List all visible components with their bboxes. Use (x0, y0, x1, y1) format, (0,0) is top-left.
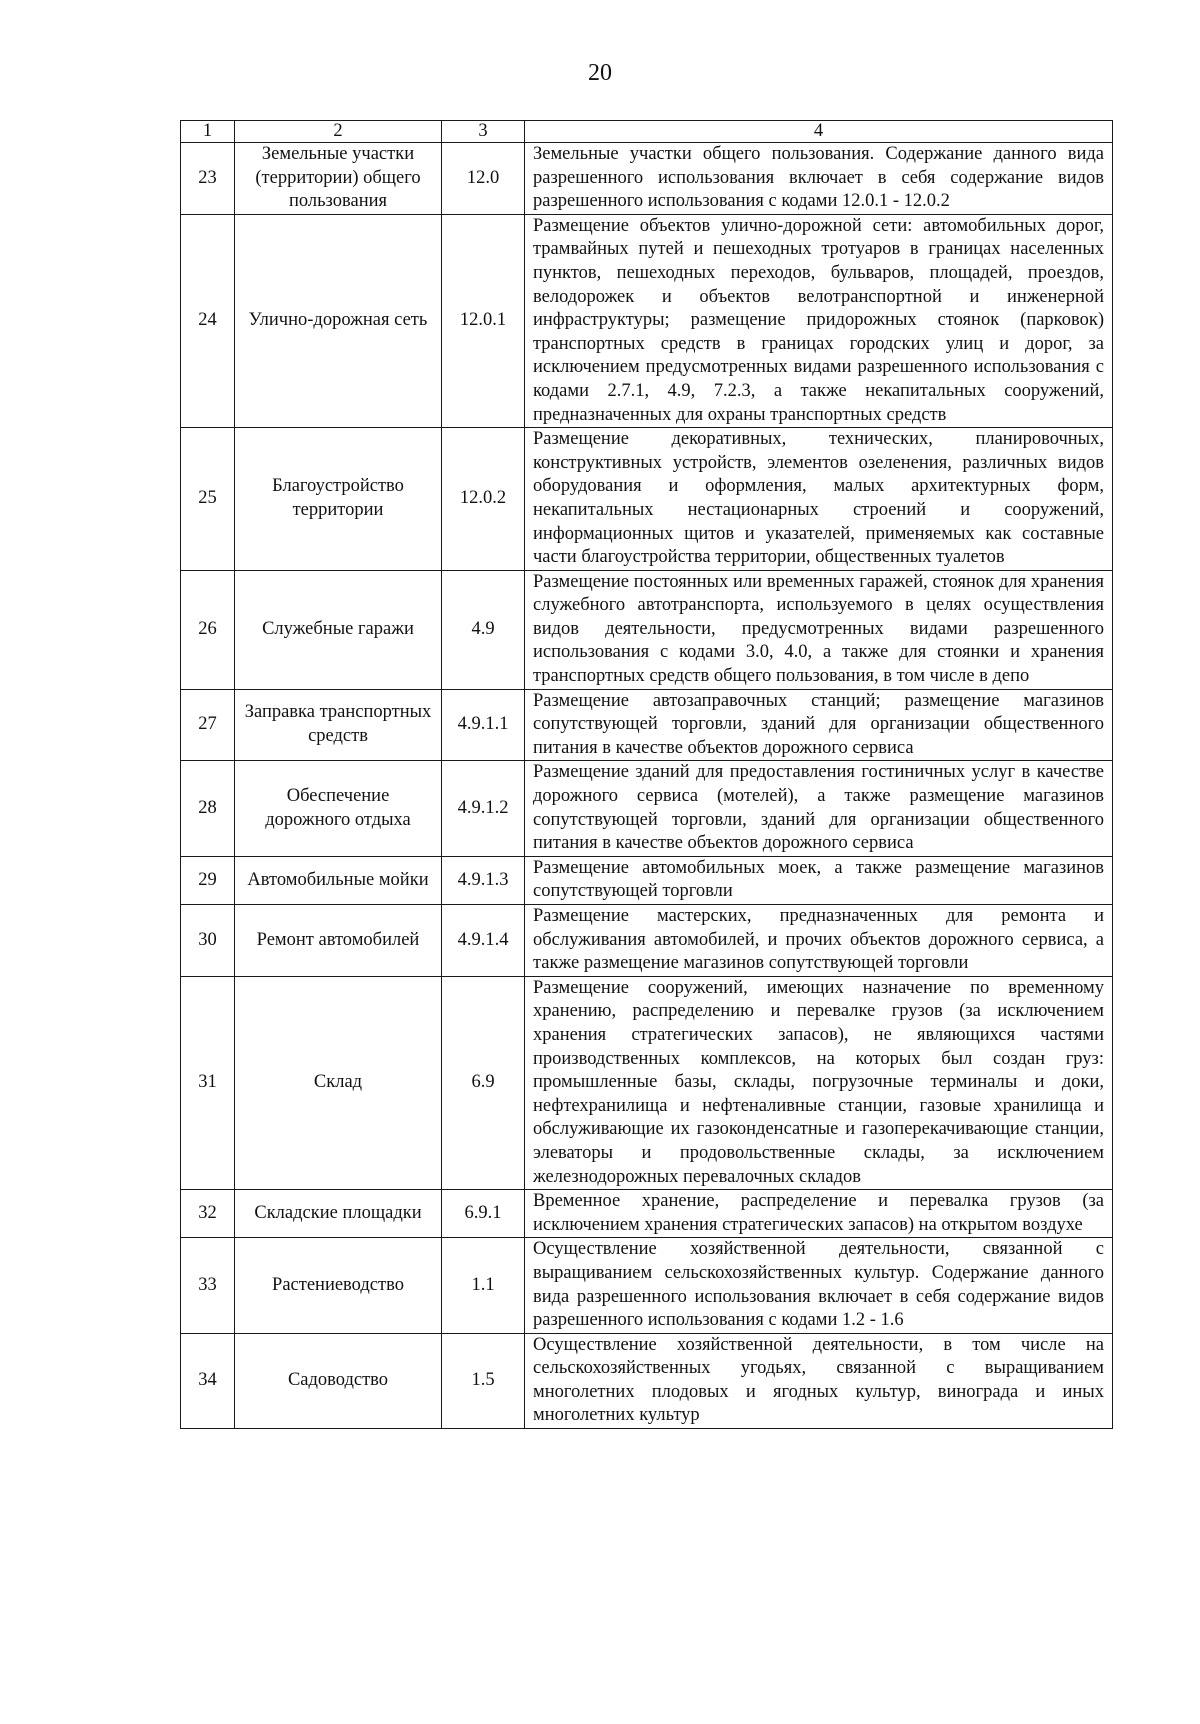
row-use-description: Временное хранение, распределение и перевалка грузов (за исключением хранения стратегических запасов) на открытом воздухе (525, 1190, 1113, 1238)
table-row (181, 1190, 1113, 1238)
table-row (181, 689, 1113, 761)
row-use-description: Осуществление хозяйственной деятельности, связанной с выращиванием сельскохозяйственных культур. Содержание данного вида разрешенного использования включает в себя содержание видов разрешенного использования с кодами 1.2 - 1.6 (525, 1238, 1113, 1333)
row-use-code: 4.9.1.1 (442, 689, 525, 761)
row-use-code: 4.9 (442, 570, 525, 689)
row-use-code: 4.9.1.3 (442, 856, 525, 904)
row-use-name: Благоустройство территории (235, 428, 442, 571)
row-use-name: Склад (235, 976, 442, 1189)
row-use-code: 1.1 (442, 1238, 525, 1333)
row-use-code: 12.0 (442, 143, 525, 215)
land-use-table (180, 120, 1113, 1429)
row-use-code: 6.9.1 (442, 1190, 525, 1238)
column-header-description: 4 (525, 121, 1113, 143)
row-use-code: 12.0.2 (442, 428, 525, 571)
table-row (181, 1333, 1113, 1428)
row-use-code: 1.5 (442, 1333, 525, 1428)
row-use-name: Садоводство (235, 1333, 442, 1428)
row-use-description: Размещение мастерских, предназначенных для ремонта и обслуживания автомобилей, и прочих объектов дорожного сервиса, а также размещение магазинов сопутствующей торговли (525, 905, 1113, 977)
row-number: 28 (181, 761, 235, 856)
row-number: 34 (181, 1333, 235, 1428)
table-row (181, 761, 1113, 856)
row-use-code: 4.9.1.2 (442, 761, 525, 856)
table-row (181, 905, 1113, 977)
row-use-name: Ремонт автомобилей (235, 905, 442, 977)
page-number: 20 (588, 60, 612, 86)
column-header-code: 3 (442, 121, 525, 143)
row-use-description: Размещение декоративных, технических, планировочных, конструктивных устройств, элементов озеленения, различных видов оборудования и оформления, малых архитектурных форм, некапитальных нестационарных строений и сооружений, информационных щитов и указателей, применяемых как составные части благоустройства территории, общественных туалетов (525, 428, 1113, 571)
table-header-row (181, 121, 1113, 143)
row-use-name: Улично-дорожная сеть (235, 214, 442, 427)
table-row (181, 428, 1113, 571)
table-row (181, 570, 1113, 689)
row-number: 31 (181, 976, 235, 1189)
row-use-description: Размещение объектов улично-дорожной сети: автомобильных дорог, трамвайных путей и пешеходных тротуаров в границах населенных пунктов, пешеходных переходов, бульваров, площадей, проездов, велодорожек и объектов велотранспортной и инженерной инфраструктуры; размещение придорожных стоянок (парковок) транспортных средств в границах городских улиц и дорог, за исключением предусмотренных видами разрешенного использования с кодами 2.7.1, 4.9, 7.2.3, а также некапитальных сооружений, предназначенных для охраны транспортных средств (525, 214, 1113, 427)
row-number: 29 (181, 856, 235, 904)
table-row (181, 1238, 1113, 1333)
table-row (181, 143, 1113, 215)
row-number: 27 (181, 689, 235, 761)
row-use-code: 12.0.1 (442, 214, 525, 427)
column-header-name: 2 (235, 121, 442, 143)
row-use-description: Размещение зданий для предоставления гостиничных услуг в качестве дорожного сервиса (мотелей), а также размещение магазинов сопутствующей торговли, зданий для организации общественного питания в качестве объектов дорожного сервиса (525, 761, 1113, 856)
row-use-name: Обеспечение дорожного отдыха (235, 761, 442, 856)
row-use-description: Размещение автомобильных моек, а также размещение магазинов сопутствующей торговли (525, 856, 1113, 904)
row-use-description: Размещение сооружений, имеющих назначение по временному хранению, распределению и перевалке грузов (за исключением хранения стратегических запасов), не являющихся частями производственных комплексов, на которых был создан груз: промышленные базы, склады, погрузочные терминалы и доки, нефтехранилища и нефтеналивные станции, газовые хранилища и обслуживающие их газоконденсатные и газоперекачивающие станции, элеваторы и продовольственные склады, за исключением железнодорожных перевалочных складов (525, 976, 1113, 1189)
table-row (181, 214, 1113, 427)
row-use-name: Автомобильные мойки (235, 856, 442, 904)
table-row (181, 976, 1113, 1189)
row-number: 26 (181, 570, 235, 689)
row-use-description: Земельные участки общего пользования. Содержание данного вида разрешенного использования включает в себя содержание видов разрешенного использования с кодами 12.0.1 - 12.0.2 (525, 143, 1113, 215)
row-use-name: Растениеводство (235, 1238, 442, 1333)
row-use-code: 4.9.1.4 (442, 905, 525, 977)
row-use-name: Складские площадки (235, 1190, 442, 1238)
row-use-code: 6.9 (442, 976, 525, 1189)
row-number: 32 (181, 1190, 235, 1238)
row-use-description: Осуществление хозяйственной деятельности, в том числе на сельскохозяйственных угодьях, связанной с выращиванием многолетних плодовых и ягодных культур, винограда и иных многолетних культур (525, 1333, 1113, 1428)
row-use-description: Размещение постоянных или временных гаражей, стоянок для хранения служебного автотранспорта, используемого в целях осуществления видов деятельности, предусмотренных видами разрешенного использования с кодами 3.0, 4.0, а также для стоянки и хранения транспортных средств общего пользования, в том числе в депо (525, 570, 1113, 689)
row-use-name: Земельные участки (территории) общего пользования (235, 143, 442, 215)
row-use-name: Служебные гаражи (235, 570, 442, 689)
column-header-number: 1 (181, 121, 235, 143)
row-use-name: Заправка транспортных средств (235, 689, 442, 761)
row-number: 25 (181, 428, 235, 571)
table-row (181, 856, 1113, 904)
row-number: 24 (181, 214, 235, 427)
row-number: 33 (181, 1238, 235, 1333)
row-number: 30 (181, 905, 235, 977)
row-number: 23 (181, 143, 235, 215)
row-use-description: Размещение автозаправочных станций; размещение магазинов сопутствующей торговли, зданий для организации общественного питания в качестве объектов дорожного сервиса (525, 689, 1113, 761)
